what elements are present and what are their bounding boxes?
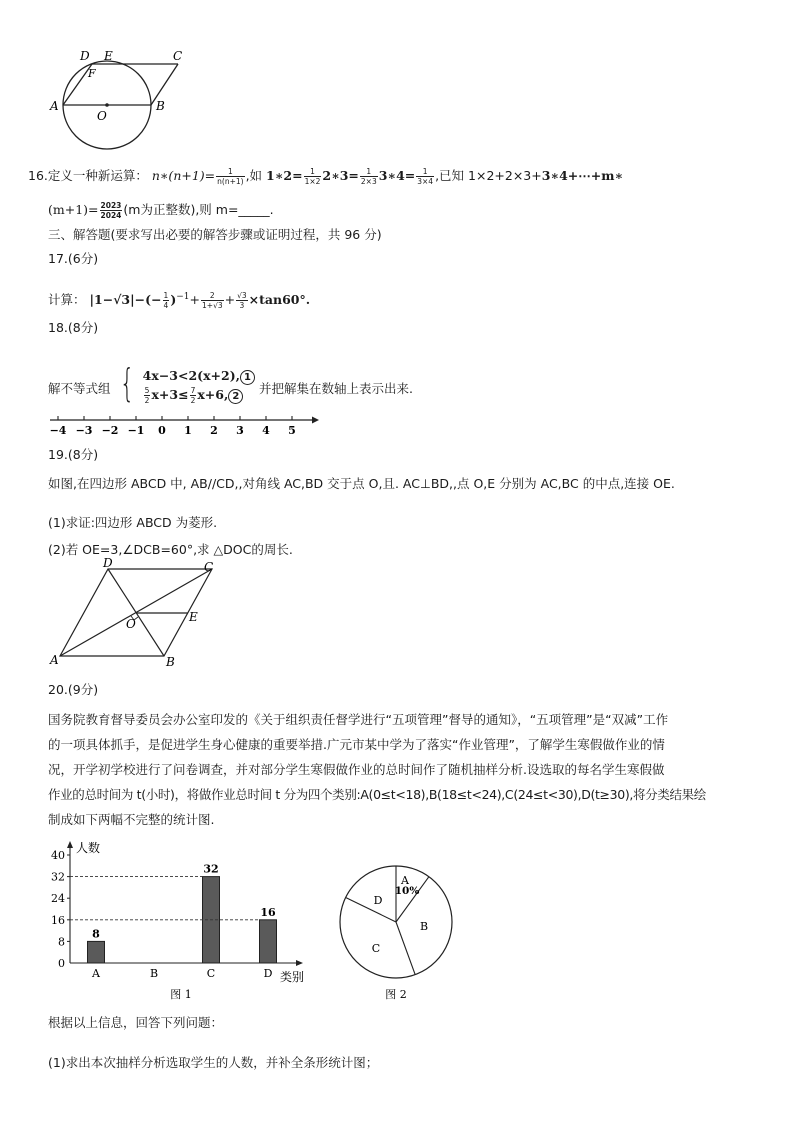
bar-value-label: 32 xyxy=(203,862,219,876)
x-axis-arrow xyxy=(296,960,303,966)
q20-paragraph xyxy=(48,707,706,832)
q18-frac-a: $\frac{5}{2}$ xyxy=(144,386,150,405)
label-e: E xyxy=(104,49,113,63)
q19-text: 如图,在四边形 ABCD 中, AB//CD,,对角线 AC,BD 交于点 O,且. AC⊥BD,,点 O,E 分别为 AC,BC 的中点,连接 OE. xyxy=(48,476,675,491)
y-axis-label: 人数 xyxy=(76,841,101,855)
x-tick-label: A xyxy=(92,967,100,980)
q19-part2: (2)若 OE=3,∠DCB=60°,求 △DOC的周长. xyxy=(48,542,293,557)
label-c: C xyxy=(204,560,214,574)
q16-ex2-lhs: 2∗3= xyxy=(322,168,359,183)
number-line-tick-label: 4 xyxy=(262,424,270,437)
q16-ru: ,如 xyxy=(245,168,263,183)
pie-value-label-a: 10% xyxy=(394,885,420,897)
number-line-tick-label: 0 xyxy=(158,424,166,437)
y-tick-label: 8 xyxy=(58,935,65,949)
label-a: A xyxy=(50,653,59,667)
bar-chart xyxy=(40,838,330,1006)
pie-chart xyxy=(336,862,466,1006)
figure-quadrilateral xyxy=(48,558,228,670)
q17-part1: |1−√3|−(− xyxy=(89,292,162,307)
q20-para-line: 作业的总时间为 t(小时)，将做作业总时间 t 分为四个类别:A(0≤t<18),B(18≤t<24),C(24≤t<30),D(t≥30),将分类结果绘 xyxy=(48,787,706,802)
q18-ineq2-mid: x+3≤ xyxy=(151,387,189,402)
bar-value-label: 16 xyxy=(260,905,276,919)
q16-answer-blank[interactable]: _____ xyxy=(238,202,270,217)
y-tick-label: 24 xyxy=(51,892,65,906)
q16-line1 xyxy=(28,166,623,186)
q18-brace: { xyxy=(119,361,134,405)
bar-a xyxy=(88,941,105,963)
q20-para-line: 国务院教育督导委员会办公室印发的《关于组织责任督学进行“五项管理”督导的通知》，“五项管理”是“双减”工作 xyxy=(48,712,669,727)
q18-frac-b: $\frac{7}{2}$ xyxy=(190,386,196,405)
y-axis-arrow xyxy=(67,841,73,848)
pie-label-b: B xyxy=(419,920,429,933)
q18-label: 解不等式组 xyxy=(48,381,111,396)
q16-line2-tail: (m为正整数),则 m= xyxy=(123,202,239,217)
q16-known: ,已知 1×2+2×3+ xyxy=(435,168,542,183)
label-a: A xyxy=(50,99,59,113)
point-o xyxy=(105,103,109,107)
x-axis-label: 类别 xyxy=(280,970,305,984)
label-d: D xyxy=(80,49,90,63)
number-line xyxy=(44,413,324,439)
number-line-tick-label: −3 xyxy=(75,424,93,437)
label-o: O xyxy=(126,617,136,631)
number-line-arrow xyxy=(312,417,319,424)
q20-para-line: 的一项具体抓手，是促进学生身心健康的重要举措.广元市某中学为了落实“作业管理”，了解学生寒假做作业的情 xyxy=(48,737,665,752)
q18-inequality-system xyxy=(48,361,413,405)
label-e: E xyxy=(189,610,198,624)
q20-para-line: 况，开学初学校进行了问卷调查，并对部分学生寒假做作业的总时间作了随机抽样分析.设选取的每名学生寒假做 xyxy=(48,762,665,777)
number-line-tick-label: −2 xyxy=(101,424,119,437)
pie-chart-caption: 图 2 xyxy=(385,988,407,1001)
q16-line2 xyxy=(48,200,274,220)
q18-mark2: 2 xyxy=(228,389,243,404)
bar-chart-caption: 图 1 xyxy=(170,988,192,1001)
q16-ex2-frac: $\frac{1}{2\times 3}$ xyxy=(360,167,377,186)
q16-number: 16. xyxy=(28,168,48,183)
q18-mark1: 1 xyxy=(240,370,255,385)
y-tick-label: 40 xyxy=(51,849,65,862)
q19-part1: (1)求证:四边形 ABCD 为菱形. xyxy=(48,515,218,530)
figure-circle-parallelogram xyxy=(40,40,200,165)
q19-head: 19.(8分) xyxy=(48,447,99,462)
pie-label-d: D xyxy=(373,894,383,907)
q16-line2-lhs: (m+1)= xyxy=(48,202,99,217)
q16-def-lhs: n∗(n+1)= xyxy=(151,168,216,183)
q17-part4: + xyxy=(224,292,236,307)
x-tick-label: D xyxy=(263,967,273,980)
section-3-title: 三、解答题(要求写出必要的解答步骤或证明过程，共 96 分) xyxy=(48,227,382,242)
q17-frac2: $\frac{2}{1+√3}$ xyxy=(202,291,223,310)
y-tick-label: 32 xyxy=(51,870,65,884)
q17-expression xyxy=(48,290,310,310)
q17-exponent: −1 xyxy=(176,291,190,302)
q17-label: 计算： xyxy=(48,292,86,307)
pie-slice-edge xyxy=(346,897,396,922)
q18-head: 18.(8分) xyxy=(48,320,99,335)
label-b: B xyxy=(156,99,165,113)
pie-label-c: C xyxy=(371,942,381,955)
number-line-tick-label: 3 xyxy=(236,424,244,437)
label-f: F xyxy=(88,67,96,80)
q20-after: 根据以上信息，回答下列问题： xyxy=(48,1015,224,1030)
q17-part2: ) xyxy=(170,292,177,307)
number-line-tick-label: −1 xyxy=(127,424,145,437)
number-line-tick-label: 5 xyxy=(288,424,296,437)
q17-part3: + xyxy=(189,292,201,307)
number-line-tick-label: 1 xyxy=(184,424,192,437)
q17-frac3: $\frac{√3}{3}$ xyxy=(237,291,247,310)
pie-slice-edge xyxy=(396,922,415,975)
q18-ineq1: 4x−3<2(x+2), xyxy=(142,368,240,383)
bar-value-label: 8 xyxy=(92,927,100,941)
x-tick-label: C xyxy=(206,967,216,980)
label-c: C xyxy=(173,49,183,63)
label-o: O xyxy=(97,109,107,123)
q16-ex3-lhs: 3∗4= xyxy=(378,168,416,183)
number-line-tick-label: −4 xyxy=(49,424,67,437)
q20-head: 20.(9分) xyxy=(48,682,99,697)
q16-ex1-lhs: 1∗2= xyxy=(266,168,303,183)
q20-part1: (1)求出本次抽样分析选取学生的人数，并补全条形统计图； xyxy=(48,1055,379,1070)
bar-d xyxy=(260,920,277,963)
pie-label-a: A xyxy=(401,874,409,887)
q20-para-line: 制成如下两幅不完整的统计图. xyxy=(48,812,215,827)
label-d: D xyxy=(103,558,113,570)
q17-part5: ×tan60°. xyxy=(248,292,311,307)
q18-tail: 并把解集在数轴上表示出来. xyxy=(258,381,413,396)
q16-intro: 定义一种新运算： xyxy=(47,168,148,183)
x-tick-label: B xyxy=(149,967,159,980)
q17-head: 17.(6分) xyxy=(48,251,99,266)
y-tick-label: 0 xyxy=(58,957,65,970)
q17-frac1: $\frac{1}{4}$ xyxy=(163,291,169,310)
q16-ex3-frac: $\frac{1}{3\times 4}$ xyxy=(417,167,434,186)
q16-ex1-frac: $\frac{1}{1\times 2}$ xyxy=(304,167,321,186)
q16-line2-frac: $\frac{2023}{2024}$ xyxy=(100,201,122,220)
y-tick-label: 16 xyxy=(51,913,65,927)
q16-def-frac: $\frac{1}{n(n+1)}$ xyxy=(217,167,244,186)
label-b: B xyxy=(166,655,175,669)
q16-period: . xyxy=(269,202,274,217)
number-line-tick-label: 2 xyxy=(210,424,218,437)
q16-series-tail: 3∗4+⋯+m∗ xyxy=(541,168,624,183)
q18-ineq2-end: x+6, xyxy=(197,387,229,402)
